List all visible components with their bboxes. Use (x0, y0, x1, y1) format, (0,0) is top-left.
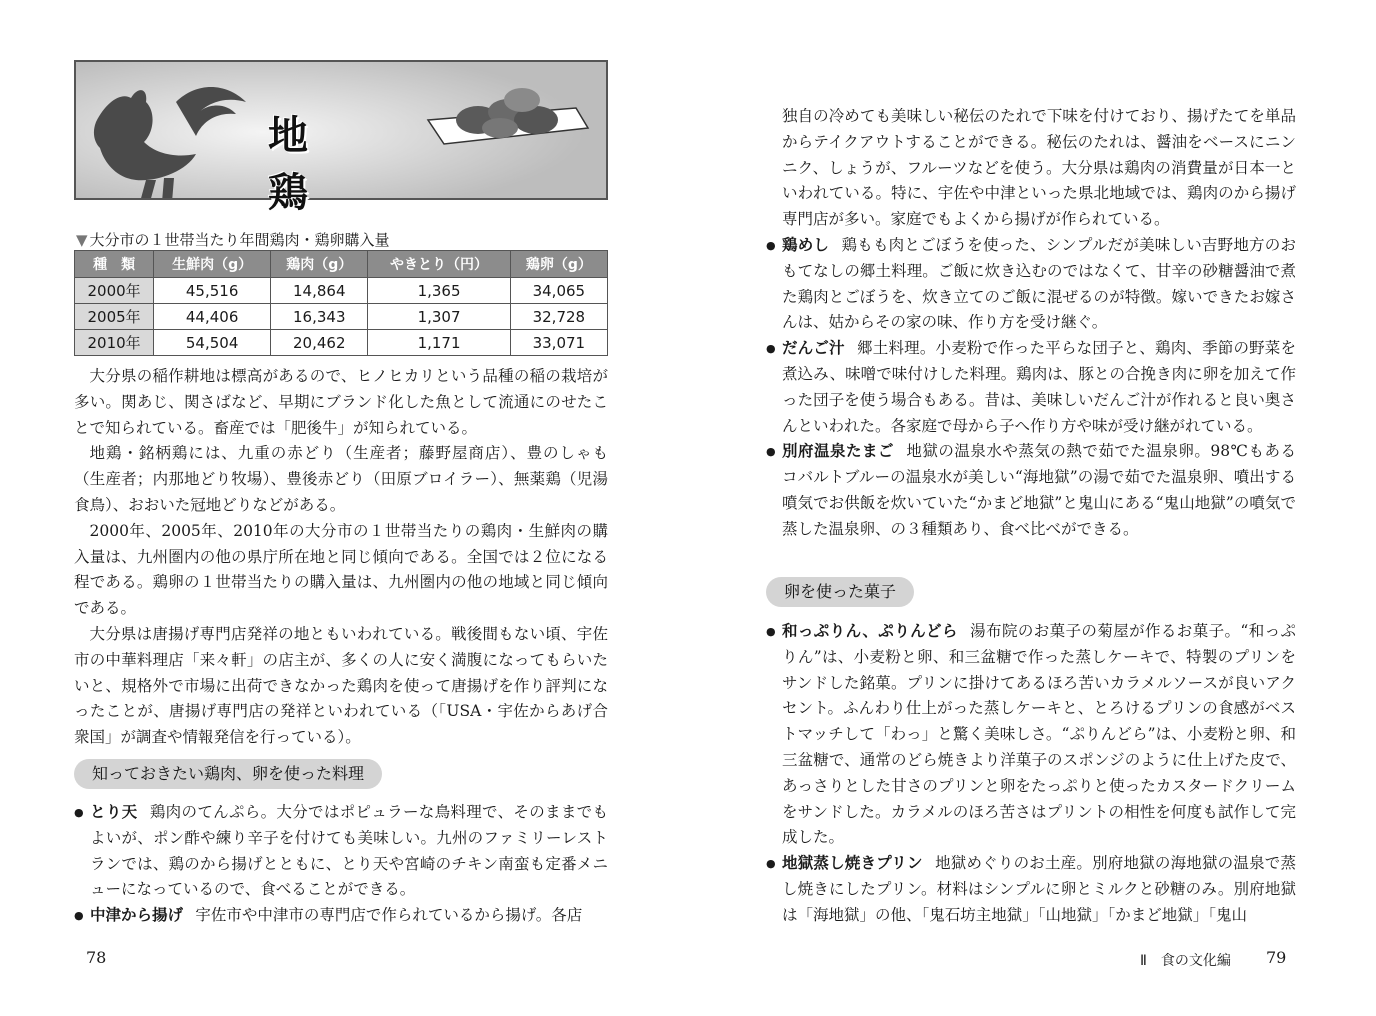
continued-text (782, 104, 1296, 233)
paragraph: 大分県は唐揚げ専門店発祥の地ともいわれている。戦後間もない頃、宇佐市の中華料理店「来々軒」の店主が、多くの人に安く満腹になってもらいたいと、規格外で市場に出荷できなかった鶏肉を使って唐揚げを作り評判になったことが、唐揚げ専門店の発祥といわれている（「USA・宇佐からあげ合衆国」が調査や情報発信を行っている）。 (74, 624, 608, 747)
page-number: 78 (86, 948, 107, 967)
dish-description: 郷土料理。小麦粉で作った平らな団子と、鶏肉、季節の野菜を煮込み、味噌で味付けした料理。鶏肉は、豚との合挽き肉に卵を加えて作った団子を使う場合もある。昔は、美味しいだんご汁が作れると良い奥さんといわれた。各家庭で母から子へ作り方や味が受け継がれている。 (782, 339, 1296, 435)
table-cell: 34,065 (510, 278, 607, 304)
page-number: 79 (1266, 948, 1287, 967)
section-heading: 卵を使った菓子 (766, 577, 914, 607)
table-header: 鶏肉（g） (271, 251, 368, 278)
dish-description: 宇佐市や中津市の専門店で作られているから揚げ。各店 (195, 906, 583, 925)
right-page (688, 0, 1376, 1016)
list-item (768, 233, 1296, 336)
table-cell: 45,516 (154, 278, 271, 304)
dish-term: 鶏めし (782, 236, 830, 254)
table-cell: 14,864 (271, 278, 368, 304)
chapter-title: 地鶏 (268, 113, 344, 216)
table-cell: 32,728 (510, 304, 607, 330)
paragraph: 独自の冷めても美味しい秘伝のたれで下味を付けており、揚げたてを単品からテイクアウトすることができる。秘伝のたれは、醤油をベースにニンニク、しょうが、フルーツなどを使う。大分県は鶏肉の消費量が日本一といわれている。特に、宇佐や中津といった県北地域では、鶏肉のから揚げ専門店が多い。家庭でもよくから揚げが作られている。 (782, 107, 1296, 229)
table-cell: 2005年 (75, 304, 154, 330)
sweets-list-block (768, 619, 1296, 929)
dish-description: 地獄の温泉水や蒸気の熱で茹でた温泉卵。98℃もあるコバルトブルーの温泉水が美しい“海地獄”の湯で茹でた温泉卵、噴出する噴気でお供飯を炊いていた“かまど地獄”と鬼山にある“鬼山地獄”の噴気で蒸した温泉卵、の３種類あり、食べ比べができる。 (782, 442, 1296, 538)
table-header: やきとり（円） (368, 251, 510, 278)
list-item (768, 336, 1296, 439)
table-cell: 16,343 (271, 304, 368, 330)
sweet-term: 和っぷりん、ぷりんどら (782, 622, 958, 640)
table-cell: 1,365 (368, 278, 510, 304)
table-cell: 2000年 (75, 278, 154, 304)
table-header-row (75, 251, 608, 278)
sweet-description: 地獄めぐりのお土産。別府地獄の海地獄の温泉で蒸し焼きにしたプリン。材料はシンプルに卵とミルクと砂糖のみ。別府地獄は「海地獄」の他、「鬼石坊主地獄」「山地獄」「かまど地獄」「鬼山 (782, 854, 1296, 924)
dish-term: 別府温泉たまご (782, 442, 895, 461)
table-cell: 33,071 (510, 330, 607, 356)
table-cell: 1,171 (368, 330, 510, 356)
triangle-down-icon: ▼ (76, 231, 88, 249)
dish-list-block (76, 800, 608, 929)
table-cell: 2010年 (75, 330, 154, 356)
table-row (75, 330, 608, 356)
dish-term: 中津から揚げ (90, 906, 184, 925)
purchase-table (74, 250, 608, 356)
body-text (74, 364, 608, 751)
table-cell: 20,462 (271, 330, 368, 356)
list-item (768, 619, 1296, 851)
sweet-term: 地獄蒸し焼きプリン (782, 854, 923, 873)
list-item (768, 851, 1296, 928)
sweet-description: 湯布院のお菓子の菊屋が作るお菓子。“和っぷりん”は、小麦粉と卵、和三盆糖で作った蒸しケーキで、特製のプリンをサンドした銘菓。プリンに掛けてあるほろ苦いカラメルソースが良いアクセント。ふんわり仕上がった蒸しケーキと、とろけるプリンの食感がベストマッチして「わっ」と驚く美味しさ。“ぷりんどら”は、小麦粉と卵、和三盆糖で、通常のどら焼きより洋菓子のスポンジのように仕上げた皮で、あっさりとした甘さのプリンと卵をたっぷりと使ったカスタードクリームをサンドした。カラメルのほろ苦さはプリントの相性を何度も試作して完成した。 (782, 622, 1296, 847)
list-item (768, 439, 1296, 542)
dish-list (768, 233, 1296, 543)
list-item (76, 800, 608, 903)
table-header: 鶏卵（g） (510, 251, 607, 278)
dish-list-block (768, 233, 1296, 543)
sweets-list (768, 619, 1296, 929)
dish-list (76, 800, 608, 929)
running-footer: Ⅱ 食の文化編 (1140, 953, 1231, 969)
table-cell: 44,406 (154, 304, 271, 330)
paragraph: 大分県の稲作耕地は標高があるので、ヒノヒカリという品種の稲の栽培が多い。関あじ、関さばなど、早期にブランド化した魚として流通にのせたことで知られている。畜産では「肥後牛」が知られている。 (74, 367, 608, 437)
dish-term: だんご汁 (782, 339, 845, 358)
table-row (75, 278, 608, 304)
table-cell: 1,307 (368, 304, 510, 330)
table-row (75, 304, 608, 330)
paragraph: 2000年、2005年、2010年の大分市の１世帯当たりの鶏肉・生鮮肉の購入量は、九州圏内の他の県庁所在地と同じ傾向である。全国では２位になる程である。鶏卵の１世帯当たりの購入量は、九州圏内の他の地域と同じ傾向である。 (74, 521, 608, 618)
section-heading: 知っておきたい鶏肉、卵を使った料理 (74, 759, 382, 789)
paragraph: 地鶏・銘柄鶏には、九重の赤どり（生産者；藤野屋商店）、豊のしゃも（生産者；内那地どり牧場）、豊後赤どり（田原ブロイラー）、無薬鶏（児湯食鳥）、おおいた冠地どりなどがある。 (74, 444, 608, 514)
dish-term: とり天 (90, 803, 138, 821)
table-caption: ▼ 大分市の１世帯当たり年間鶏肉・鶏卵購入量 (76, 231, 390, 249)
dish-description: 鶏肉のてんぷら。大分ではポピュラーな鳥料理で、そのままでもよいが、ポン酢や練り辛子を付けても美味しい。九州のファミリーレストランでは、鶏のから揚げとともに、とり天や宮崎のチキン南蛮も定番メニューになっているので、食べることができる。 (90, 803, 608, 899)
list-item (76, 903, 608, 929)
dish-description: 鶏もも肉とごぼうを使った、シンプルだが美味しい吉野地方のおもてなしの郷土料理。ご飯に炊き込むのではなくて、甘辛の砂糖醤油で煮た鶏肉とごぼうを、炊き立てのご飯に混ぜるのが特徴。嫁いできたお嫁さんは、姑からその家の味、作り方を受け継ぐ。 (782, 236, 1296, 332)
table-header: 種 類 (75, 251, 154, 278)
table-header: 生鮮肉（g） (154, 251, 271, 278)
table-cell: 54,504 (154, 330, 271, 356)
